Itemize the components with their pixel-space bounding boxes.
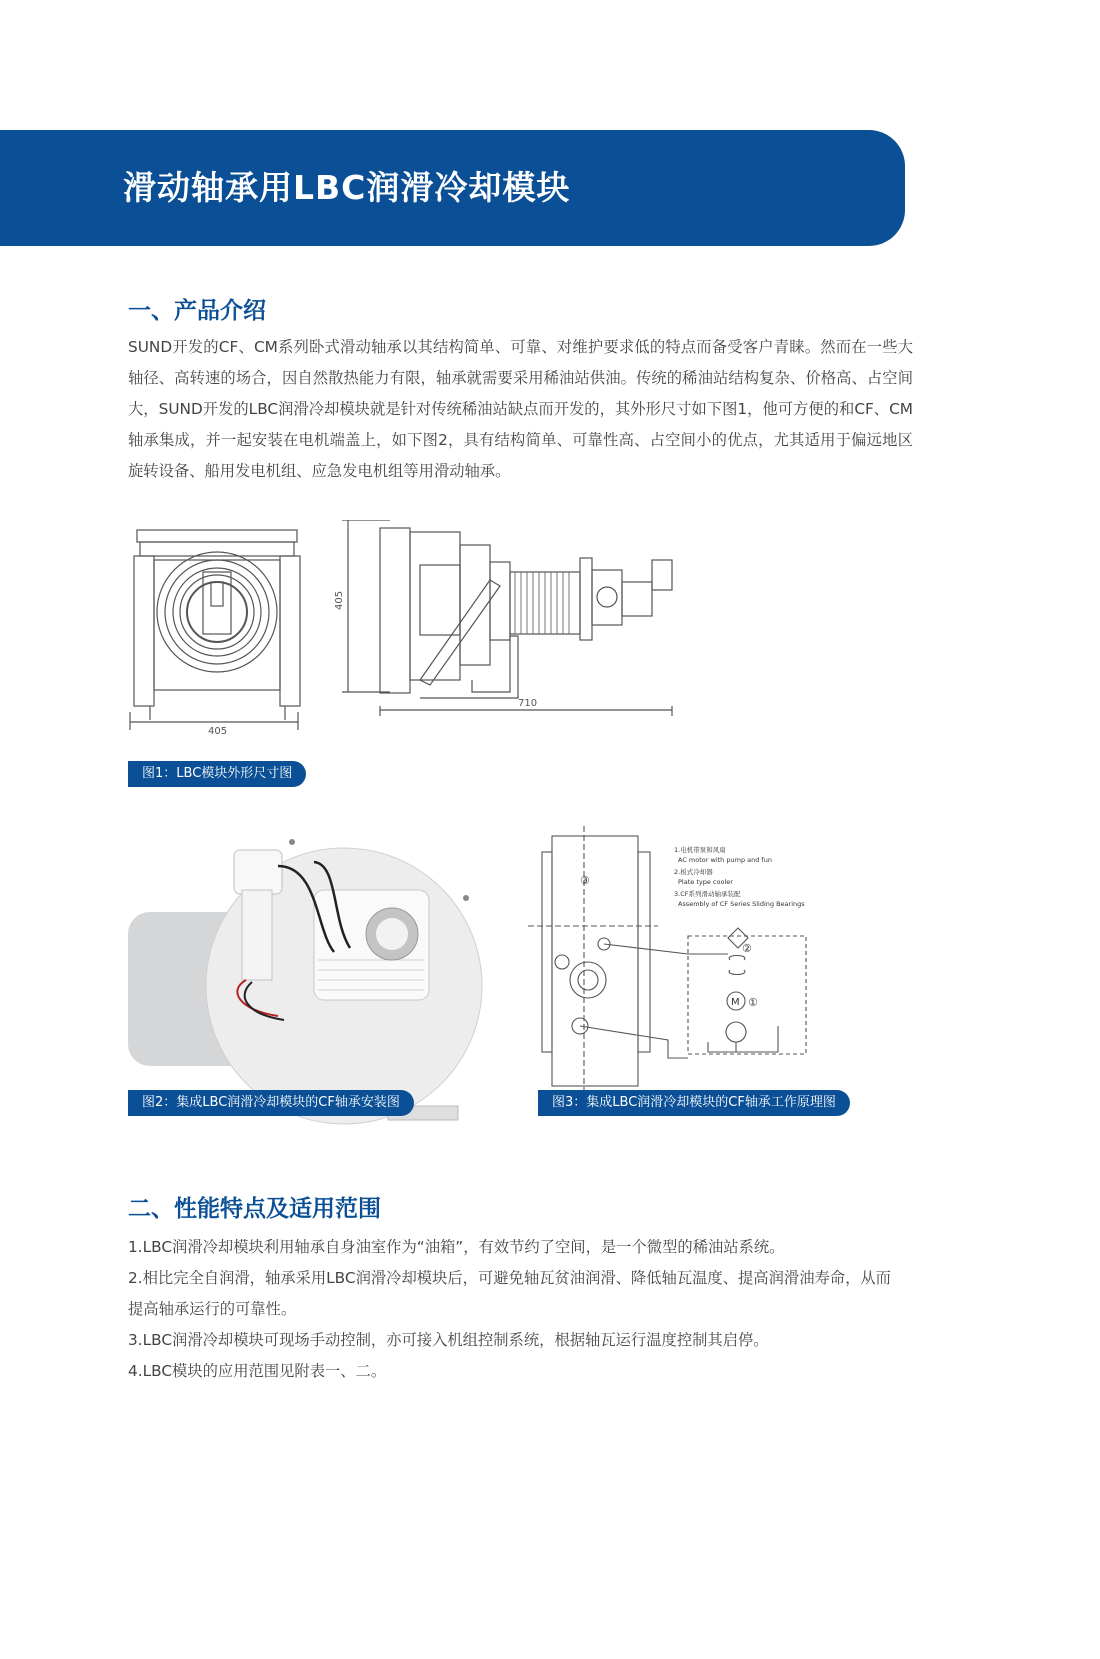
figure1-drawing xyxy=(120,520,720,750)
title-banner xyxy=(0,130,905,246)
figure2-caption: 图2：集成LBC润滑冷却模块的CF轴承安装图 xyxy=(128,1090,414,1116)
motor-label: M xyxy=(731,997,740,1008)
feature-item-1: 1.LBC润滑冷却模块利用轴承自身油室作为“油箱”，有效节约了空间，是一个微型的稀油站系统。 xyxy=(128,1238,785,1256)
figure2-photo xyxy=(128,830,518,1130)
pump-symbol xyxy=(726,1022,746,1042)
section1-paragraph: SUND开发的CF、CM系列卧式滑动轴承以其结构简单、可靠、对维护要求低的特点而备受客户青睐。然而在一些大轴径、高转速的场合，因自然散热能力有限，轴承就需要采用稀油站供油。传统的稀油站结构复杂、价格高、占空间大，SUND开发的LBC润滑冷却模块就是针对传统稀油站缺点而开发的，其外形尺寸如下图1，他可方便的和CF、CM轴承集成，并一起安装在电机端盖上，如下图2，具有结构简单、可靠性高、占空间小的优点，尤其适用于偏远地区旋转设备、船用发电机组、应急发电机组等用滑动轴承。 xyxy=(128,338,913,480)
front-view-top-bar xyxy=(137,530,297,542)
length-dim-label: 710 xyxy=(518,698,538,709)
feature-item-4: 4.LBC模块的应用范围见附表一、二。 xyxy=(128,1362,387,1380)
front-view-left-frame xyxy=(134,556,154,706)
front-view-right-frame xyxy=(280,556,300,706)
motor-unit xyxy=(234,850,282,894)
bearing-outline xyxy=(552,836,638,1086)
section1-heading: 一、产品介绍 xyxy=(128,298,266,324)
height-dim-label: 405 xyxy=(334,590,345,610)
legend-2-zh: 2.板式冷却器 xyxy=(674,868,713,876)
legend xyxy=(674,845,805,908)
feature-item-3: 3.LBC润滑冷却模块可现场手动控制，亦可接入机组控制系统，根据轴瓦运行温度控制其启停。 xyxy=(128,1331,769,1349)
callout-3: ③ xyxy=(580,874,590,887)
figure3-schematic xyxy=(528,826,888,1096)
legend-3-en: Assembly of CF Series Sliding Bearings xyxy=(678,900,805,908)
side-view-plate xyxy=(380,528,410,693)
shaft-circle xyxy=(570,962,606,998)
page-title: 滑动轴承用LBC润滑冷却模块 xyxy=(123,168,571,207)
figure3-caption: 图3：集成LBC润滑冷却模块的CF轴承工作原理图 xyxy=(538,1090,850,1116)
section2-heading: 二、性能特点及适用范围 xyxy=(128,1196,381,1222)
callout-1: ① xyxy=(748,996,758,1009)
legend-1-zh: 1.电机带泵和风扇 xyxy=(674,846,726,854)
fan-guard xyxy=(157,552,277,672)
legend-3-zh: 3.CF系列滑动轴承装配 xyxy=(674,890,741,898)
feature-item-2: 2.相比完全自润滑，轴承采用LBC润滑冷却模块后，可避免轴瓦贫油润滑、降低轴瓦温度、提高润滑油寿命，从而提高轴承运行的可靠性。 xyxy=(128,1269,891,1318)
legend-1-en: AC motor with pump and fun xyxy=(678,856,772,864)
front-width-dim-label: 405 xyxy=(208,726,228,737)
legend-2-en: Plate type cooler xyxy=(678,878,733,886)
figure1-caption: 图1：LBC模块外形尺寸图 xyxy=(128,761,306,787)
callout-2: ② xyxy=(742,942,752,955)
